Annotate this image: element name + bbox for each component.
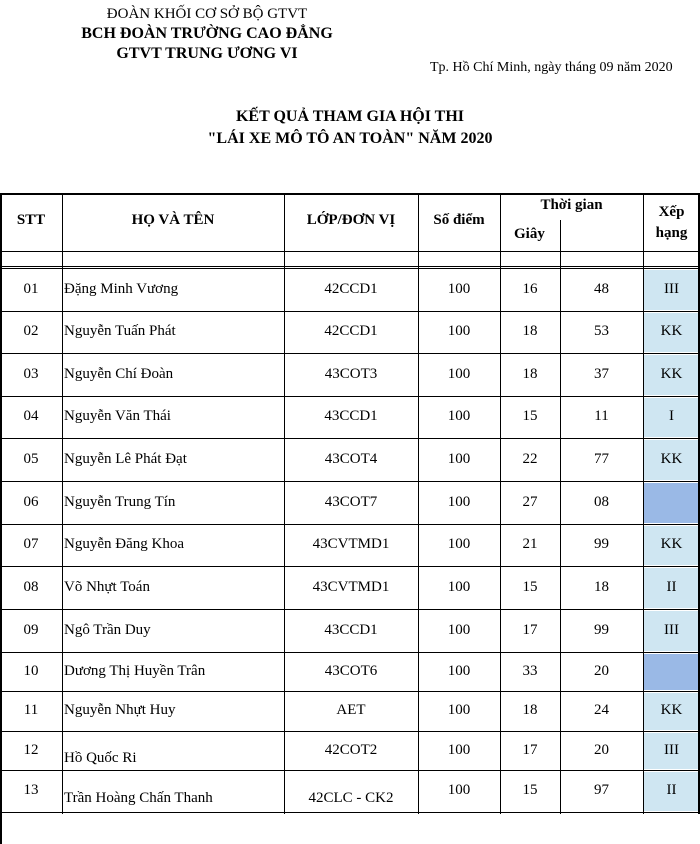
row-fraction: 99 xyxy=(594,622,609,638)
row-stt: 12 xyxy=(23,742,39,758)
table-rule xyxy=(0,193,700,195)
header-class: LỚP/ĐƠN VỊ xyxy=(306,212,396,228)
row-seconds: 18 xyxy=(522,702,538,718)
column-rule xyxy=(560,220,561,814)
row-fraction: 99 xyxy=(594,536,609,552)
doc-title-line-1: KẾT QUẢ THAM GIA HỘI THI xyxy=(235,108,465,125)
row-seconds: 16 xyxy=(522,281,538,297)
row-fraction: 20 xyxy=(594,742,609,758)
rank-cell-bg xyxy=(643,654,700,690)
row-name: Nguyễn Nhựt Huy xyxy=(64,702,176,718)
row-stt: 03 xyxy=(23,366,39,382)
row-seconds: 15 xyxy=(522,579,538,595)
table-rule xyxy=(0,268,700,269)
row-fraction: 18 xyxy=(594,579,609,595)
row-class: 43CVTMD1 xyxy=(312,579,390,595)
row-score: 100 xyxy=(447,366,471,382)
row-rank: KK xyxy=(660,702,683,718)
row-score: 100 xyxy=(447,323,471,339)
row-class: 42CLC - CK2 xyxy=(308,790,394,806)
table-rule xyxy=(0,566,700,567)
row-stt: 06 xyxy=(23,494,39,510)
row-stt: 13 xyxy=(23,782,39,798)
row-score: 100 xyxy=(447,579,471,595)
row-rank: II xyxy=(666,579,677,595)
row-stt: 01 xyxy=(23,281,39,297)
row-score: 100 xyxy=(447,782,471,798)
row-score: 100 xyxy=(447,742,471,758)
row-fraction: 24 xyxy=(594,702,609,718)
row-class: AET xyxy=(336,702,366,718)
row-seconds: 17 xyxy=(522,622,538,638)
header-score: Số điểm xyxy=(433,212,485,228)
row-score: 100 xyxy=(447,494,471,510)
row-score: 100 xyxy=(447,702,471,718)
header-rank-2: hạng xyxy=(655,225,688,241)
row-class: 43CVTMD1 xyxy=(312,536,390,552)
row-stt: 07 xyxy=(23,536,39,552)
row-stt: 10 xyxy=(23,663,39,679)
row-score: 100 xyxy=(447,281,471,297)
row-seconds: 27 xyxy=(522,494,538,510)
row-rank: I xyxy=(669,408,674,424)
column-rule xyxy=(62,193,63,814)
row-fraction: 53 xyxy=(594,323,609,339)
row-fraction: 77 xyxy=(594,451,609,467)
row-class: 43COT3 xyxy=(324,366,378,382)
org-line-3: GTVT TRUNG ƯƠNG VI xyxy=(116,45,298,62)
row-rank: KK xyxy=(660,323,683,339)
table-rule xyxy=(0,481,700,482)
row-fraction: 08 xyxy=(594,494,609,510)
row-stt: 11 xyxy=(23,702,39,718)
table-rule xyxy=(0,311,700,312)
place-date: Tp. Hồ Chí Minh, ngày tháng 09 năm 2020 xyxy=(430,60,673,75)
row-rank: III xyxy=(664,281,679,297)
row-class: 43COT6 xyxy=(324,663,378,679)
row-rank: KK xyxy=(660,536,683,552)
table-rule xyxy=(0,251,700,252)
row-fraction: 97 xyxy=(594,782,609,798)
row-seconds: 22 xyxy=(522,451,538,467)
row-name: Nguyễn Trung Tín xyxy=(64,494,176,510)
table-rule xyxy=(0,524,700,525)
row-seconds: 15 xyxy=(522,782,538,798)
table-rule xyxy=(0,691,700,692)
row-class: 42CCD1 xyxy=(324,323,378,339)
table-rule xyxy=(0,266,700,267)
rank-cell-bg xyxy=(643,483,700,523)
row-stt: 02 xyxy=(23,323,39,339)
row-name: Ngô Trần Duy xyxy=(64,622,151,638)
row-name: Trần Hoàng Chấn Thanh xyxy=(64,790,213,806)
row-name: Nguyễn Văn Thái xyxy=(64,408,171,424)
row-seconds: 15 xyxy=(522,408,538,424)
header-name: HỌ VÀ TÊN xyxy=(131,212,215,228)
table-rule xyxy=(0,812,700,813)
header-stt: STT xyxy=(16,212,46,228)
table-rule xyxy=(0,396,700,397)
row-seconds: 17 xyxy=(522,742,538,758)
header-seconds: Giây xyxy=(514,226,545,242)
row-seconds: 33 xyxy=(522,663,538,679)
row-fraction: 11 xyxy=(594,408,609,424)
row-stt: 08 xyxy=(23,579,39,595)
row-score: 100 xyxy=(447,451,471,467)
row-class: 42COT2 xyxy=(324,742,378,758)
table-rule xyxy=(0,609,700,610)
row-fraction: 20 xyxy=(594,663,609,679)
table-rule xyxy=(0,652,700,653)
row-name: Dương Thị Huyền Trân xyxy=(64,663,206,679)
row-class: 43CCD1 xyxy=(324,622,378,638)
org-line-1: ĐOÀN KHỐI CƠ SỞ BỘ GTVT xyxy=(106,6,308,22)
row-seconds: 18 xyxy=(522,323,538,339)
row-score: 100 xyxy=(447,622,471,638)
row-name: Đặng Minh Vương xyxy=(64,281,179,297)
table-rule xyxy=(0,770,700,771)
row-rank: KK xyxy=(660,451,683,467)
row-stt: 04 xyxy=(23,408,39,424)
row-class: 42CCD1 xyxy=(324,281,378,297)
org-line-2: BCH ĐOÀN TRƯỜNG CAO ĐẲNG xyxy=(81,25,333,42)
row-fraction: 48 xyxy=(594,281,609,297)
table-rule xyxy=(0,731,700,732)
row-rank: III xyxy=(664,742,679,758)
row-fraction: 37 xyxy=(594,366,609,382)
row-rank: II xyxy=(666,782,677,798)
row-name: Nguyễn Lê Phát Đạt xyxy=(64,451,187,467)
row-stt: 05 xyxy=(23,451,39,467)
row-name: Nguyễn Tuấn Phát xyxy=(64,323,176,339)
header-time: Thời gian xyxy=(540,197,603,213)
row-stt: 09 xyxy=(23,622,39,638)
row-class: 43CCD1 xyxy=(324,408,378,424)
row-seconds: 18 xyxy=(522,366,538,382)
row-name: Nguyễn Chí Đoàn xyxy=(64,366,174,382)
table-rule xyxy=(0,438,700,439)
header-rank-1: Xếp xyxy=(658,204,685,220)
row-class: 43COT7 xyxy=(324,494,378,510)
row-name: Võ Nhựt Toán xyxy=(64,579,150,595)
table-rule xyxy=(0,353,700,354)
row-seconds: 21 xyxy=(522,536,538,552)
row-class: 43COT4 xyxy=(324,451,378,467)
row-rank: KK xyxy=(660,366,683,382)
doc-title-line-2: "LÁI XE MÔ TÔ AN TOÀN" NĂM 2020 xyxy=(207,130,493,147)
row-name: Nguyễn Đăng Khoa xyxy=(64,536,184,552)
row-name: Hồ Quốc Ri xyxy=(64,750,137,766)
row-score: 100 xyxy=(447,663,471,679)
row-rank: III xyxy=(664,622,679,638)
row-score: 100 xyxy=(447,408,471,424)
row-score: 100 xyxy=(447,536,471,552)
